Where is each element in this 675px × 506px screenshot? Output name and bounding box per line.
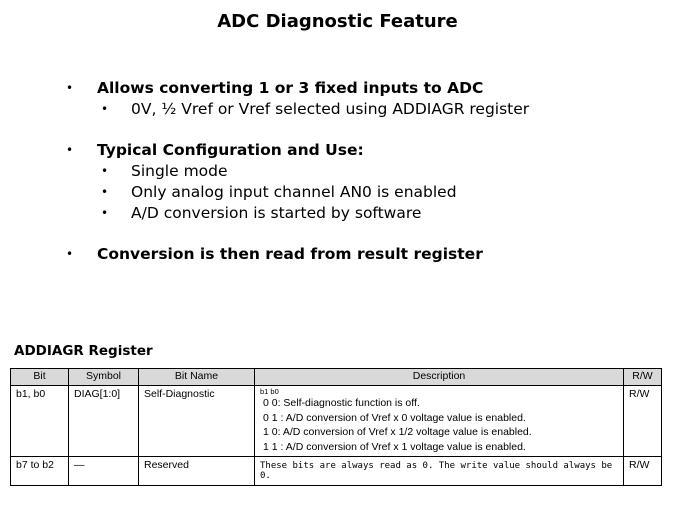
bullet-3 <box>60 244 660 265</box>
table-header-row <box>11 369 662 386</box>
bullet-2 <box>60 140 660 161</box>
sub-bullet-2-3 <box>60 203 660 224</box>
description-line: 0 1 : A/D conversion of Vref x 0 voltage value is enabled. <box>263 411 526 424</box>
sub-bullet-1-1 <box>60 99 660 120</box>
bullet-list <box>60 78 660 265</box>
description-line: 1 1 : A/D conversion of Vref x 1 voltage value is enabled. <box>263 440 526 453</box>
sub-bullet-text: 0V, ½ Vref or Vref selected using ADDIAGR register <box>131 100 530 118</box>
description-line: 1 0: A/D conversion of Vref x 1/2 voltage value is enabled. <box>263 426 532 438</box>
cell-symbol: DIAG[1:0] <box>69 386 139 457</box>
bullet-dot: • <box>66 143 74 157</box>
bullet-dot: • <box>66 81 74 95</box>
cell-symbol: — <box>69 457 139 486</box>
col-header-symbol: Symbol <box>69 369 139 386</box>
bullet-dot: • <box>101 102 109 116</box>
cell-bit: b7 to b2 <box>11 457 69 486</box>
col-header-rw: R/W <box>624 369 662 386</box>
register-table <box>10 368 662 486</box>
cell-rw: R/W <box>624 386 662 457</box>
sub-bullet-text: Only analog input channel AN0 is enabled <box>131 183 457 201</box>
description-line: 0 0: Self-diagnostic function is off. <box>263 397 420 409</box>
cell-description <box>255 386 624 457</box>
sub-bullet-2-2 <box>60 182 660 203</box>
bullet-dot: • <box>101 164 109 178</box>
col-header-bit-name: Bit Name <box>139 369 255 386</box>
table-row <box>11 457 662 486</box>
cell-description: These bits are always read as 0. The write value should always be 0. <box>255 457 624 486</box>
cell-rw: R/W <box>624 457 662 486</box>
description-bit-header: b1 b0 <box>260 387 279 396</box>
sub-bullet-2-1 <box>60 161 660 182</box>
cell-bit-name: Self-Diagnostic <box>139 386 255 457</box>
cell-bit-name: Reserved <box>139 457 255 486</box>
register-title: ADDIAGR Register <box>14 343 153 359</box>
bullet-1-text: Allows converting 1 or 3 fixed inputs to ADC <box>97 79 484 97</box>
col-header-description: Description <box>255 369 624 386</box>
sub-bullet-text: A/D conversion is started by software <box>131 204 422 222</box>
table-row <box>11 386 662 457</box>
bullet-1 <box>60 78 660 99</box>
bullet-2-text: Typical Configuration and Use: <box>97 141 364 159</box>
cell-bit: b1, b0 <box>11 386 69 457</box>
col-header-bit: Bit <box>11 369 69 386</box>
bullet-dot: • <box>101 185 109 199</box>
slide-title: ADC Diagnostic Feature <box>217 11 458 32</box>
bullet-dot: • <box>66 247 74 261</box>
sub-bullet-text: Single mode <box>131 162 228 180</box>
bullet-dot: • <box>101 206 109 220</box>
bullet-3-text: Conversion is then read from result register <box>97 245 483 263</box>
